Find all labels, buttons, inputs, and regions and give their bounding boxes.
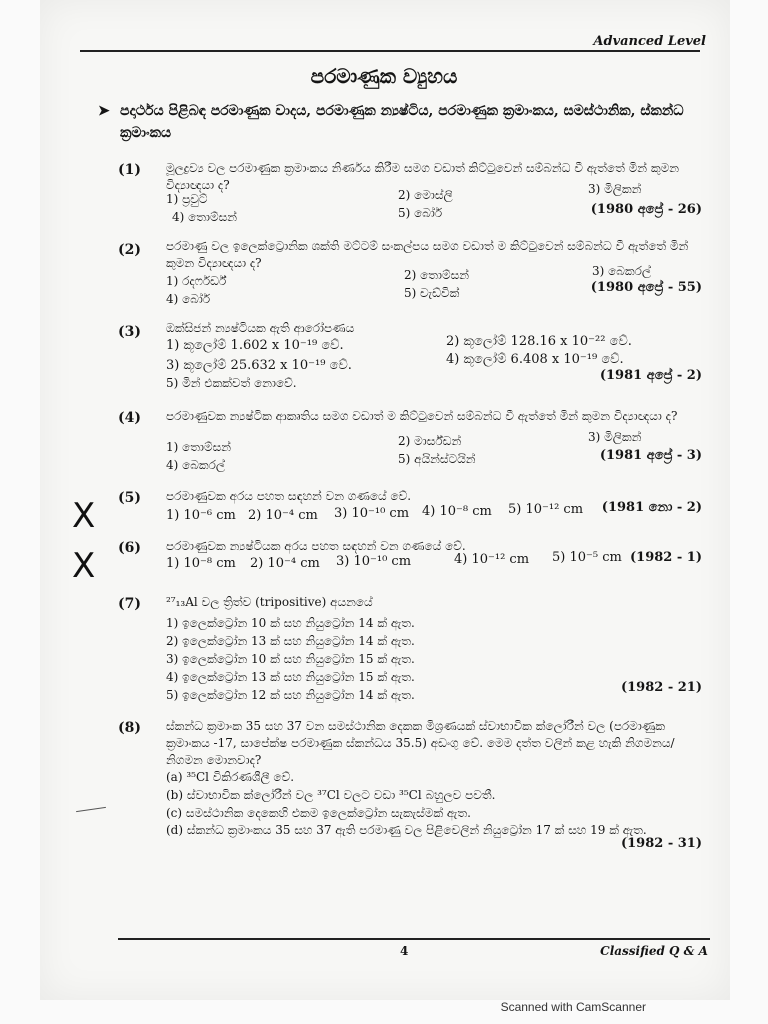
option-4: 4) 10⁻⁸ cm <box>422 504 492 519</box>
question-number: (2) <box>118 242 141 258</box>
option-4: 4) බෙකරල් <box>166 458 226 472</box>
option-2: 2) මොස්ලි <box>398 188 453 202</box>
page-title: පරමාණුක ව්‍යුහය <box>310 64 458 88</box>
option-5: 5) 10⁻⁵ cm <box>552 550 622 565</box>
question-text: ²⁷₁₃Al වල ත්‍රිත්ව (tripositive) අයනයේ <box>166 595 373 609</box>
option-4: 4) කූලෝම් 6.408 x 10⁻¹⁹ වේ. <box>446 352 624 367</box>
option-3: 3) මිලිකන් <box>588 430 642 444</box>
option-1: 1) ප්‍රවුට් <box>166 192 208 206</box>
option-2: 2) මාර්ස්ඩන් <box>398 434 462 448</box>
footer-label: Classified Q & A <box>600 944 708 958</box>
question-text: පරමාණුවක න්‍යෂ්ටික ආකෘතිය සමග වඩාත් ම කිට්ටුවෙන් සම්බන්ධ වී ඇත්තේ මින් කුමන විද්‍යාඥයා ද? <box>166 409 678 423</box>
question-reference: (1982 - 21) <box>620 680 702 695</box>
question-text: මූලද්‍රව්‍ය වල පරමාණුක ක්‍රමාංකය නිර්ණය කිරීම සමග වඩාත් කිට්ටුවෙන් සම්බන්ධ වී ඇත්තේ මින් කුමන විද්‍යාඥයා ද? <box>166 161 679 192</box>
option-5: 5) 10⁻¹² cm <box>508 502 584 517</box>
option-4: 4) ඉලෙක්ට්‍රෝන 13 ක් සහ නියුට්‍රෝන 15 ක් ඇත. <box>166 670 415 684</box>
handwritten-x-mark-icon: X <box>72 496 96 536</box>
question-number: (4) <box>118 410 141 426</box>
option-5: 5) ඉලෙක්ට්‍රෝන 12 ක් සහ නියුට්‍රෝන 14 ක් ඇත. <box>166 688 415 702</box>
option-1: 1) 10⁻⁸ cm <box>166 556 236 571</box>
question-reference: (1980 අප්‍රේ - 26) <box>590 202 702 217</box>
question-text: ස්කන්ධ ක්‍රමාංක 35 සහ 37 වන සමස්ථානික දෙකක මිශ්‍රණයක් ස්වාභාවික ක්ලෝරීන් වල (පරමාණුක ක්‍රමාංකය -17, සාපේක්ෂ පරමාණුක ස්කන්ධය 35.5) අඩංගු වේ. මෙම දත්ත වලින් කළ හැකි නිගමනය/ නිගමන මොනවාද? <box>166 719 675 767</box>
option-1: 1) රදර්ෆර්ඩ් <box>166 274 227 288</box>
header-rule <box>80 50 700 52</box>
question-text: පරමාණුවක න්‍යෂ්ටියක අරය පහත සඳහන් වන ගණයේ වේ. <box>166 539 466 553</box>
option-3: 3) 10⁻¹⁰ cm <box>334 506 410 521</box>
question-reference: (1980 අප්‍රේ - 55) <box>590 280 702 295</box>
option-1: 1) තොම්සන් <box>166 440 231 454</box>
option-5: 5) මින් එකක්වත් නොවේ. <box>166 376 297 390</box>
option-b: (b) ස්වාභාවික ක්ලෝරීන් වල ³⁷Cl වලට වඩා ³⁵Cl බහුලව පවතී. <box>166 788 496 802</box>
option-5: 5) චැඩ්වික් <box>404 286 460 300</box>
option-3: 3) බෙකරල් <box>592 264 652 278</box>
option-5: 5) අයින්ස්ටයින් <box>398 452 476 466</box>
option-2: 2) ඉලෙක්ට්‍රෝන 13 ක් සහ නියුට්‍රෝන 14 ක් ඇත. <box>166 634 415 648</box>
option-3: 3) 10⁻¹⁰ cm <box>336 554 412 569</box>
question-text: ඔක්සිජන් න්‍යෂ්ටියක ඇති ආරෝපණය <box>166 321 355 335</box>
question-reference: (1981 නො - 2) <box>601 500 702 515</box>
question-number: (1) <box>118 162 141 178</box>
option-a: (a) ³⁵Cl විකිරණශීලී වේ. <box>166 770 295 784</box>
option-2: 2) තොම්සන් <box>404 268 469 282</box>
option-3: 3) ඉලෙක්ට්‍රෝන 10 ක් සහ නියුට්‍රෝන 15 ක් ඇත. <box>166 652 415 666</box>
option-3: 3) මිලිකන් <box>588 182 642 196</box>
option-1: 1) 10⁻⁶ cm <box>166 508 236 523</box>
option-3: 3) කූලෝම් 25.632 x 10⁻¹⁹ වේ. <box>166 358 352 373</box>
option-2: 2) කූලෝම් 128.16 x 10⁻²² වේ. <box>446 334 632 349</box>
question-number: (6) <box>118 540 141 556</box>
subtopic-text: පදාර්ථය පිළිබඳ පරමාණුක වාදය, පරමාණුක න්‍යෂ්ටිය, පරමාණුක ක්‍රමාංකය, සමස්ථානික, ස්කන්ධ ක්‍රමාංකය <box>120 103 684 141</box>
option-4: 4) 10⁻¹² cm <box>454 552 530 567</box>
subtopic <box>98 100 710 144</box>
option-c: (c) සමස්ථානික දෙකෙහි එකම ඉලෙක්ට්‍රෝන සැකැස්මක් ඇත. <box>166 806 471 820</box>
question-number: (3) <box>118 324 141 340</box>
question-number: (8) <box>118 720 141 736</box>
option-2: 2) 10⁻⁴ cm <box>248 508 318 523</box>
option-d: (d) ස්කන්ධ ක්‍රමාංකය 35 සහ 37 ඇති පරමාණු වල පිළිවෙලින් නියුට්‍රෝන 17 ක් සහ 19 ක් ඇත. <box>166 823 647 837</box>
page-number: 4 <box>400 944 409 958</box>
question-reference: (1982 - 31) <box>620 836 702 851</box>
question-number: (5) <box>118 490 141 506</box>
option-4: 4) තොම්සන් <box>172 210 237 224</box>
option-1: 1) කූලෝම් 1.602 x 10⁻¹⁹ වේ. <box>166 338 344 353</box>
question-reference: (1982 - 1) <box>630 550 702 565</box>
question-reference: (1981 අප්‍රේ - 2) <box>599 368 702 383</box>
option-5: 5) බෝර් <box>398 206 443 220</box>
option-1: 1) ඉලෙක්ට්‍රෝන 10 ක් සහ නියුට්‍රෝන 14 ක් ඇත. <box>166 616 415 630</box>
question-number: (7) <box>118 596 141 612</box>
option-4: 4) බෝර් <box>166 292 211 306</box>
question-reference: (1981 අප්‍රේ - 3) <box>599 448 702 463</box>
footer-rule <box>118 938 710 940</box>
option-2: 2) 10⁻⁴ cm <box>250 556 320 571</box>
question-text: පරමාණු වල ඉලෙක්ට්‍රොනික ශක්ති මට්ටම් සංකල්පය සමග වඩාත් ම කිට්ටුවෙන් සම්බන්ධ වී ඇත්තේ මින් කුමන විද්‍යාඥයා ද? <box>166 239 689 270</box>
scanner-watermark: Scanned with CamScanner <box>500 1000 646 1014</box>
question-text: පරමාණුවක අරය පහත සඳහන් වන ගණයේ වේ. <box>166 489 412 503</box>
bullet-arrow-icon: ➤ <box>98 103 110 119</box>
header-label: Advanced Level <box>593 34 706 49</box>
handwritten-x-mark-icon: X <box>72 546 96 586</box>
